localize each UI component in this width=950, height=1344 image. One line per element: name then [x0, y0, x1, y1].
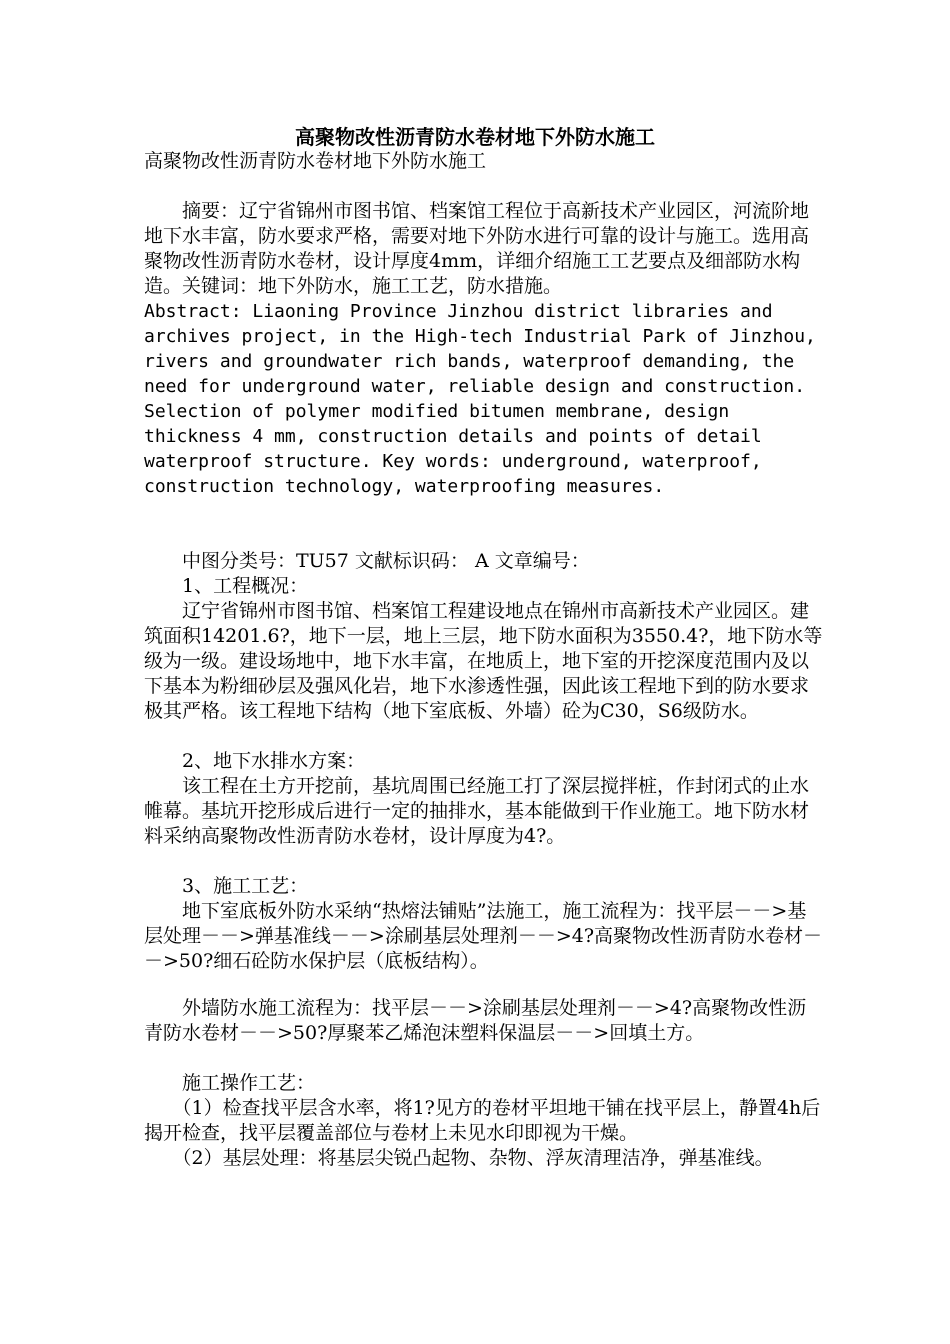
operations-heading: 施工操作工艺：: [144, 1072, 316, 1094]
operations-section: [144, 1071, 824, 1171]
section-2: [144, 749, 824, 849]
classification-line: 中图分类号：TU57 文献标识码： A 文章编号：: [144, 550, 590, 572]
section-3-heading: 3、施工工艺：: [144, 875, 309, 897]
section-1-body: 辽宁省锦州市图书馆、档案馆工程建设地点在锦州市高新技术产业园区。建筑面积14201.6?，地下一层，地上三层，地下防水面积为3550.4?，地下防水等级为一级。建设场地中，地下水丰富，在地质上，地下室的开挖深度范围内及以下基本为粉细砂层及强风化岩，地下水渗透性强，因此该工程地下到的防水要求极其严格。该工程地下结构（地下室底板、外墙）砼为C30，S6级防水。: [144, 600, 823, 722]
section-3-body: 地下室底板外防水采纳“热熔法铺贴”法施工，施工流程为：找平层－－>基层处理－－>弹基准线－－>涂刷基层处理剂－－>4?高聚物改性沥青防水卷材－－>50?细石砼防水保护层（底板结构）。: [144, 900, 823, 972]
section-2-heading: 2、地下水排水方案：: [144, 750, 366, 772]
abstract-english: Abstract: Liaoning Province Jinzhou district libraries and archives project, in the High-tech Industrial Park of Jinzhou, rivers and groundwater rich bands, waterproof demanding, the need for underground water, reliable design and construction. Selection of polymer modified bitumen membrane, design thickness 4 mm, construction details and points of detail waterproof structure. Key words: underground, waterproof, construction technology, waterproofing measures.: [144, 301, 816, 497]
document-title: 高聚物改性沥青防水卷材地下外防水施工: [295, 125, 655, 149]
wall-flow-paragraph: 外墙防水施工流程为：找平层－－>涂刷基层处理剂－－>4?高聚物改性沥青防水卷材－－>50?厚聚苯乙烯泡沫塑料保温层－－>回填土方。: [144, 997, 807, 1044]
section-3: [144, 874, 824, 974]
section-1-heading: 1、工程概况：: [144, 575, 309, 597]
section-1: [144, 574, 824, 724]
abstract-chinese: 摘要：辽宁省锦州市图书馆、档案馆工程位于高新技术产业园区，河流阶地地下水丰富，防水要求严格，需要对地下外防水进行可靠的设计与施工。选用高聚物改性沥青防水卷材，设计厚度4mm，详细介绍施工工艺要点及细部防水构造。关键词：地下外防水，施工工艺，防水措施。: [144, 200, 810, 297]
operation-2: （2）基层处理：将基层尖锐凸起物、杂物、浮灰清理洁净，弹基准线。: [144, 1147, 774, 1169]
operation-1: （1）检查找平层含水率，将1?见方的卷材平坦地干铺在找平层上，静置4h后揭开检查，找平层覆盖部位与卷材上未见水印即视为干燥。: [144, 1097, 821, 1144]
section-2-body: 该工程在土方开挖前，基坑周围已经施工打了深层搅拌桩，作封闭式的止水帷幕。基坑开挖形成后进行一定的抽排水，基本能做到干作业施工。地下防水材料采纳高聚物改性沥青防水卷材，设计厚度为4?。: [144, 775, 810, 847]
document-subtitle: 高聚物改性沥青防水卷材地下外防水施工: [144, 150, 487, 172]
